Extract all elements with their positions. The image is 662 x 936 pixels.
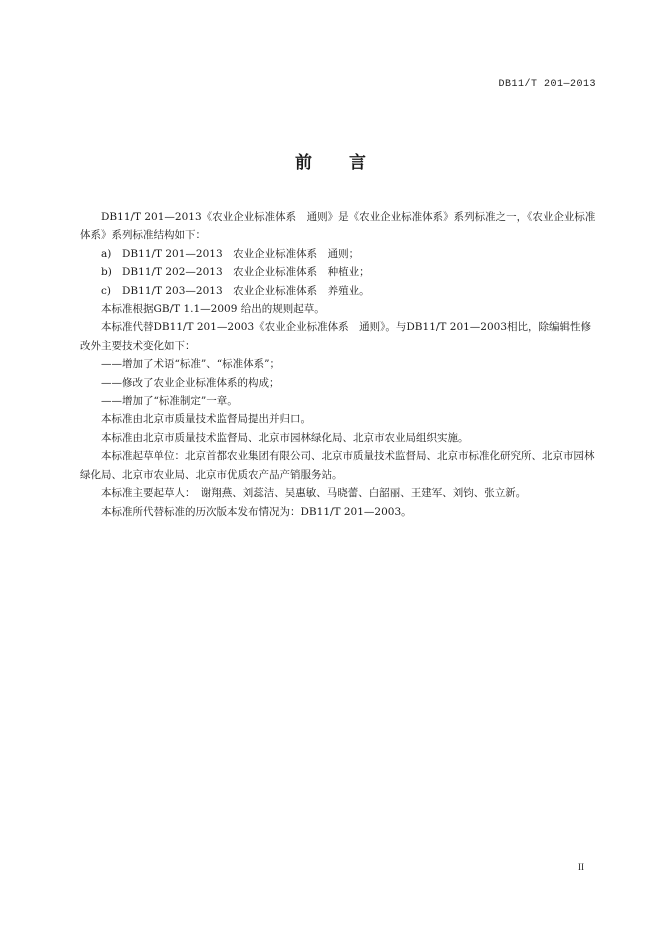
history-paragraph: 本标准所代替标准的历次版本发布情况为：DB11/T 201—2003。 xyxy=(101,505,412,518)
drafters-paragraph: 本标准主要起草人： 谢翔燕、刘蕊洁、吴惠敏、马晓蕾、白韶丽、王建军、刘钧、张立新。 xyxy=(101,487,527,500)
page-number: II xyxy=(578,862,584,872)
organized-paragraph: 本标准由北京市质量技术监督局、北京市园林绿化局、北京市农业局组织实施。 xyxy=(101,431,469,444)
list-item xyxy=(80,263,600,281)
list-item-text: DB11/T 201—2013 农业企业标准体系 通则； xyxy=(122,247,360,260)
list-item-text: DB11/T 203—2013 农业企业标准体系 养殖业。 xyxy=(122,284,370,297)
list-item xyxy=(80,245,600,263)
list-item xyxy=(80,282,600,300)
title-part-2: 言 xyxy=(349,153,367,173)
change-item: ——增加了“标准制定”一章。 xyxy=(101,395,238,408)
intro-paragraph: DB11/T 201—2013《农业企业标准体系 通则》是《农业企业标准体系》系列标准之一，《农业企业标准体系》系列标准结构如下： xyxy=(80,211,596,242)
title-part-1: 前 xyxy=(295,153,313,173)
change-item: ——增加了术语“标准”、“标准体系”； xyxy=(101,358,280,371)
replaces-paragraph: 本标准代替DB11/T 201—2003《农业企业标准体系 通则》。与DB11/T 201—2003相比，除编辑性修改外主要技术变化如下： xyxy=(80,321,592,352)
list-item-text: DB11/T 202—2013 农业企业标准体系 种植业； xyxy=(122,266,370,279)
rules-paragraph: 本标准根据GB/T 1.1—2009 给出的规则起草。 xyxy=(101,303,325,316)
proposed-paragraph: 本标准由北京市质量技术监督局提出并归口。 xyxy=(101,413,311,426)
list-item-tag: b) xyxy=(101,266,112,279)
list-item-tag: c) xyxy=(101,284,111,297)
drafting-units-paragraph: 本标准起草单位：北京首都农业集团有限公司、北京市质量技术监督局、北京市标准化研究所、北京市园林绿化局、北京市农业局、北京市优质农产品产销服务站。 xyxy=(80,450,595,481)
list-item-tag: a) xyxy=(101,247,112,260)
change-item: ——修改了农业企业标准体系的构成； xyxy=(101,376,280,389)
foreword-body xyxy=(80,208,600,521)
page-title xyxy=(0,148,662,173)
document-code: DB11/T 201—2013 xyxy=(498,79,596,90)
